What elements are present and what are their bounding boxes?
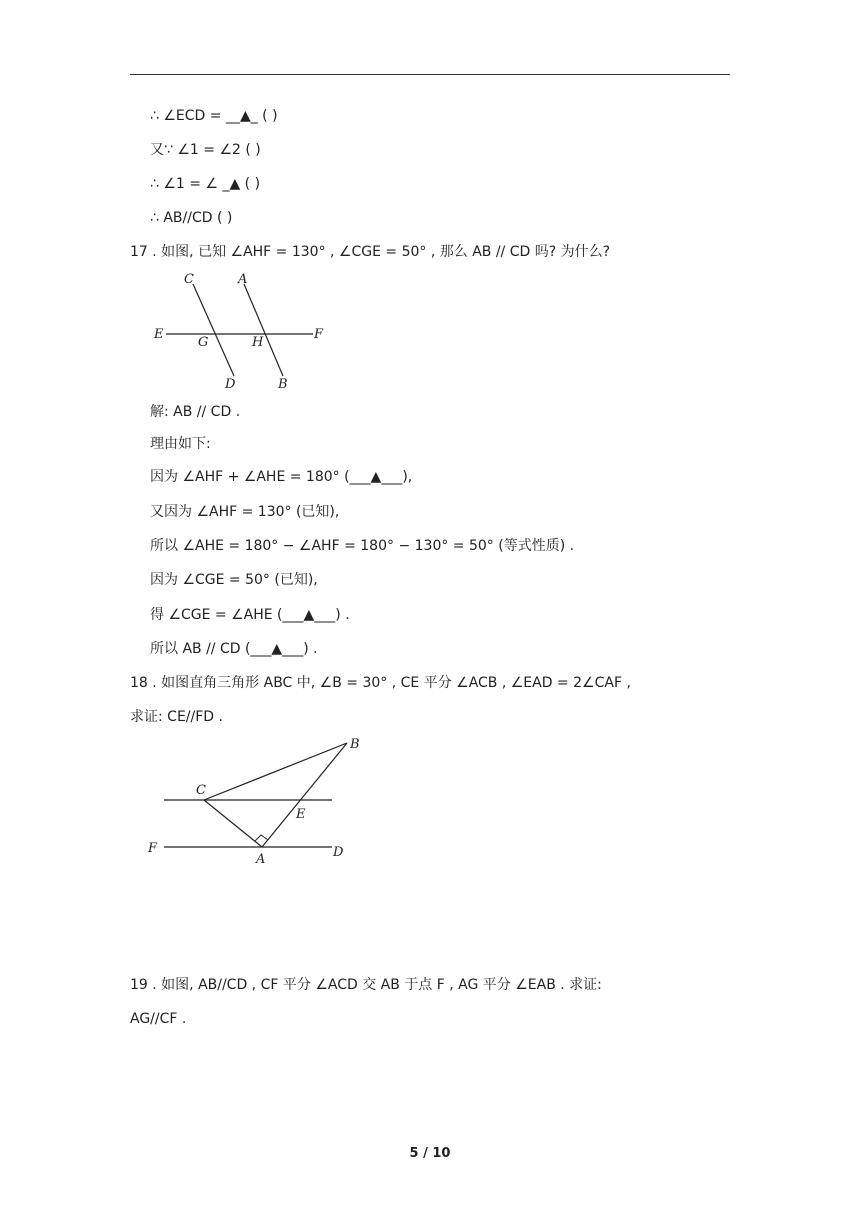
label-c: C	[196, 783, 206, 798]
q16-line-1: ∴ ∠ECD = __▲_ ( )	[150, 108, 278, 124]
q16-line-3: ∴ ∠1 = ∠ _▲ ( )	[150, 176, 261, 192]
segment-ab	[262, 743, 347, 847]
q18-figure	[142, 730, 372, 870]
label-c: C	[184, 272, 194, 287]
label-d: D	[225, 377, 236, 392]
label-a: A	[256, 852, 266, 867]
q17-step-4: 因为 ∠CGE = 50° (已知),	[150, 572, 318, 588]
q17-step-3: 所以 ∠AHE = 180° − ∠AHF = 180° − 130° = 50° (等式性质) .	[150, 538, 575, 554]
q18-prove: 求证: CE//FD .	[130, 709, 223, 725]
q17-figure	[148, 266, 338, 394]
q18-question: 18 . 如图直角三角形 ABC 中, ∠B = 30° , CE 平分 ∠ACB , ∠EAD = 2∠CAF ,	[130, 675, 631, 691]
line-ab	[244, 284, 283, 376]
segment-ca	[204, 800, 262, 847]
q17-question: 17 . 如图, 已知 ∠AHF = 130° , ∠CGE = 50° , 那么 AB // CD 吗? 为什么?	[130, 244, 611, 260]
q16-line-2: 又∵ ∠1 = ∠2 ( )	[150, 142, 261, 158]
q17-reason-title: 理由如下:	[150, 436, 211, 452]
page-number: 5 / 10	[409, 1146, 451, 1161]
q17-answer: 解: AB // CD .	[150, 404, 241, 420]
label-b: B	[350, 737, 360, 752]
q17-step-5: 得 ∠CGE = ∠AHE (___▲___) .	[150, 607, 350, 623]
label-h: H	[252, 335, 264, 350]
label-e: E	[154, 327, 164, 342]
q17-step-1: 因为 ∠AHF + ∠AHE = 180° (___▲___),	[150, 469, 413, 485]
line-cd	[193, 284, 234, 376]
q17-step-6: 所以 AB // CD (___▲___) .	[150, 641, 318, 657]
label-a: A	[238, 272, 248, 287]
label-d: D	[333, 845, 344, 860]
header-rule	[130, 74, 730, 75]
label-g: G	[198, 335, 209, 350]
label-f: F	[148, 841, 158, 856]
label-b: B	[278, 377, 288, 392]
q17-step-2: 又因为 ∠AHF = 130° (已知),	[150, 504, 340, 520]
q16-line-4: ∴ AB//CD ( )	[150, 210, 233, 226]
label-e: E	[296, 807, 306, 822]
q19-prove: AG//CF .	[130, 1011, 187, 1027]
q19-question: 19 . 如图, AB//CD , CF 平分 ∠ACD 交 AB 于点 F , AG 平分 ∠EAB . 求证:	[130, 977, 602, 993]
right-angle-mark	[255, 835, 268, 841]
label-f: F	[314, 327, 324, 342]
segment-cb	[204, 743, 347, 800]
